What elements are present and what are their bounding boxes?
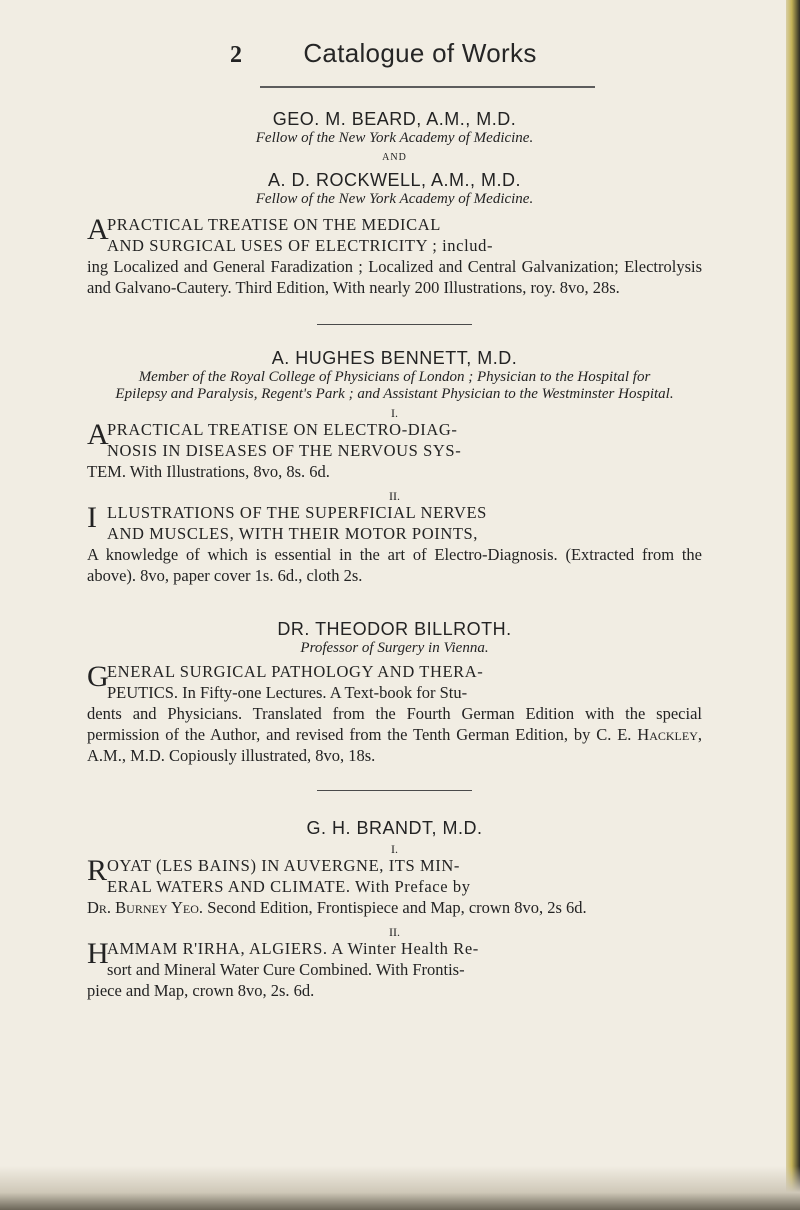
author-name: DR. THEODOR BILLROTH. xyxy=(277,619,512,639)
entry-title-line: OYAT (LES BAINS) IN AUVERGNE, ITS MIN- xyxy=(107,856,460,875)
drop-cap: R xyxy=(87,854,108,887)
author-affiliation: Fellow of the New York Academy of Medicine. xyxy=(255,130,534,146)
page-number: 2 xyxy=(230,42,242,68)
entry-title-line: AND MUSCLES, WITH THEIR MOTOR POINTS, xyxy=(107,524,479,543)
entry-title-line: ENERAL SURGICAL PATHOLOGY AND THERA- xyxy=(107,662,484,681)
author-name: GEO. M. BEARD, A.M., M.D. xyxy=(272,109,517,129)
entry-number: II. xyxy=(389,925,400,939)
author-name: A. HUGHES BENNETT, M.D. xyxy=(271,348,518,368)
entry-title-line: AND SURGICAL USES OF ELECTRICITY ; includ- xyxy=(107,236,494,255)
page-edge xyxy=(786,0,800,1210)
author-affiliation: Professor of Surgery in Vienna. xyxy=(300,640,489,656)
catalogue-entry xyxy=(87,214,702,298)
entry-text: Second Edition, Frontispiece and Map, crown 8vo, 2s 6d. xyxy=(203,898,587,917)
catalogue-entry xyxy=(87,502,702,586)
author-name: A. D. ROCKWELL, A.M., M.D. xyxy=(267,170,522,190)
drop-cap: I xyxy=(87,501,98,534)
entry-title-line: LLUSTRATIONS OF THE SUPERFICIAL NERVES xyxy=(107,503,487,522)
catalogue-entry xyxy=(87,855,702,918)
header-rule xyxy=(260,86,595,88)
section-beard-rockwell xyxy=(87,108,702,298)
page-bottom-shadow xyxy=(0,1166,800,1210)
page-header xyxy=(230,38,610,78)
drop-cap: H xyxy=(87,937,110,970)
entry-title-line: NOSIS IN DISEASES OF THE NERVOUS SYS- xyxy=(107,441,462,460)
entry-text: TEM. With Illustrations, 8vo, 8s. 6d. xyxy=(87,462,330,481)
entry-number: I. xyxy=(391,406,398,420)
entry-text: dents and Physicians. Translated from the Fourth German Edition with the special permission of the Author, and revised from the Tenth German Edition, by C. E. xyxy=(87,704,702,744)
author-affiliation: Member of the Royal College of Physicians of London ; Physician to the Hospital for Epilepsy and Paralysis, Regent's Park ; and Assistant Physician to the Westminster Hospital. xyxy=(115,369,674,402)
entry-title-line: AMMAM R'IRHA, ALGIERS. A Winter Health Re- xyxy=(107,939,479,958)
running-title: Catalogue of Works xyxy=(303,38,537,68)
catalogue-entry xyxy=(87,938,702,1001)
catalogue-entry xyxy=(87,419,702,482)
conjunction: AND xyxy=(382,152,407,163)
drop-cap: A xyxy=(87,418,110,451)
preface-author: Dr. Burney Yeo. xyxy=(87,898,204,917)
entry-title-line: PRACTICAL TREATISE ON THE MEDICAL xyxy=(107,215,441,234)
author-affiliation: Fellow of the New York Academy of Medicine. xyxy=(255,191,534,207)
entry-number: I. xyxy=(391,842,398,856)
author-name: G. H. BRANDT, M.D. xyxy=(306,818,483,838)
translator-name: Hackley xyxy=(637,725,698,744)
entry-text: ing Localized and General Faradization ; Localized and Central Galvanization; Electrolysis and Galvano-Cautery. Third Edition, With nearly 200 Illustrations, roy. 8vo, 28s. xyxy=(87,257,702,297)
entry-title-line: sort and Mineral Water Cure Combined. With Frontis- xyxy=(107,960,465,979)
section-divider xyxy=(317,790,472,791)
entry-text: , A.M., M.D. Copiously illustrated, 8vo, 18s. xyxy=(87,725,702,765)
catalogue-entry xyxy=(87,661,702,766)
drop-cap: A xyxy=(87,213,110,246)
section-billroth xyxy=(87,618,702,766)
section-bennett xyxy=(87,347,702,586)
entry-number: II. xyxy=(389,489,400,503)
catalogue-content xyxy=(87,108,702,1001)
entry-text: A knowledge of which is essential in the art of Electro-Diagnosis. (Extracted from the above). 8vo, paper cover 1s. 6d., cloth 2s. xyxy=(87,545,702,585)
section-divider xyxy=(317,324,472,325)
drop-cap: G xyxy=(87,660,110,693)
section-brandt xyxy=(87,817,702,1001)
entry-title-line: PEUTICS. In Fifty-one Lectures. A Text-book for Stu- xyxy=(107,683,468,702)
entry-text: piece and Map, crown 8vo, 2s. 6d. xyxy=(87,981,315,1000)
entry-title-line: PRACTICAL TREATISE ON ELECTRO-DIAG- xyxy=(107,420,458,439)
entry-title-line: ERAL WATERS AND CLIMATE. With Preface by xyxy=(107,877,471,896)
